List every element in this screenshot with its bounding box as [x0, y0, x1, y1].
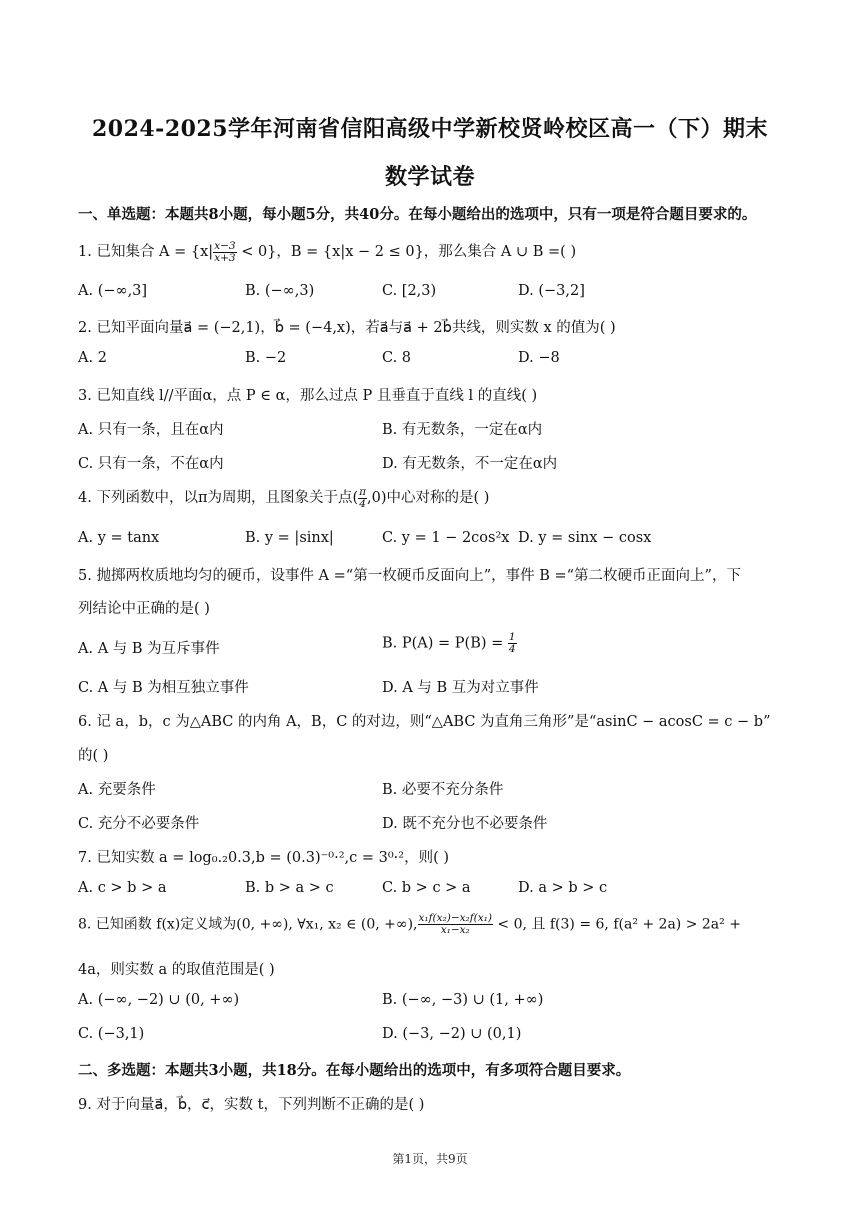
question-1: [78, 240, 576, 264]
q5-option-d: D. A 与 B 互为对立事件: [382, 680, 539, 696]
q8-text-pre: 8. 已知函数 f(x)定义域为(0, +∞), ∀x₁, x₂ ∈ (0, +∞),: [78, 916, 418, 933]
question-5-line2: 列结论中正确的是( ): [78, 601, 210, 617]
q6-option-d: D. 既不充分也不必要条件: [382, 816, 548, 832]
question-5-line1: 5. 抛掷两枚质地均匀的硬币，设事件 A =“第一枚硬币反面向上”，事件 B =“第二枚硬币正面向上”，下: [78, 568, 741, 584]
q6-option-a: A. 充要条件: [78, 782, 156, 798]
q3-option-b: B. 有无数条，一定在α内: [382, 422, 543, 438]
q4-fraction: [358, 487, 367, 510]
q1-option-a: A. (−∞,3]: [78, 283, 148, 299]
q8-frac-num: x₁f(x₂)−x₂f(x₁): [418, 912, 492, 924]
q3-option-d: D. 有无数条，不一定在α内: [382, 456, 558, 472]
page-footer: 第1页，共9页: [392, 1152, 468, 1166]
q5-b-fraction: [508, 632, 517, 655]
q8-fraction: [418, 913, 493, 936]
q4-option-a: A. y = tanx: [78, 530, 160, 546]
q1-text-post: < 0}，B = {x|x − 2 ≤ 0}，那么集合 A ∪ B =( ): [236, 244, 577, 260]
question-8-line1: [78, 913, 741, 936]
q5-b-frac-den: 4: [508, 643, 516, 655]
question-4: [78, 486, 489, 510]
q3-option-a: A. 只有一条，且在α内: [78, 422, 224, 438]
q1-fraction: [213, 241, 236, 264]
q1-option-b: B. (−∞,3): [245, 283, 315, 299]
q3-option-c: C. 只有一条，不在α内: [78, 456, 224, 472]
question-8-line2: 4a，则实数 a 的取值范围是( ): [78, 962, 275, 978]
q8-option-a: A. (−∞, −2) ∪ (0, +∞): [78, 992, 240, 1008]
question-6-line1: 6. 记 a，b，c 为△ABC 的内角 A，B，C 的对边，则“△ABC 为直角三角形”是“asinC − acosC = c − b”: [78, 714, 771, 730]
q8-frac-den: x₁−x₂: [440, 924, 470, 936]
q1-option-c: C. [2,3): [382, 283, 437, 299]
question-6-line2: 的( ): [78, 748, 109, 764]
q4-frac-den: 4: [359, 497, 366, 510]
question-7: 7. 已知实数 a = log₀.₂0.3,b = (0.3)⁻⁰·²,c = 3⁰·²，则( ): [78, 850, 450, 866]
q5-option-c: C. A 与 B 为相互独立事件: [78, 680, 249, 696]
q5-option-a: A. A 与 B 为互斥事件: [78, 641, 220, 657]
q5-b-frac-num: 1: [508, 631, 516, 643]
q7-option-b: B. b > a > c: [245, 880, 334, 896]
q8-option-d: D. (−3, −2) ∪ (0,1): [382, 1026, 522, 1042]
q5-option-b: [382, 632, 517, 655]
question-9: 9. 对于向量a⃗，b⃗，c⃗，实数 t，下列判断不正确的是( ): [78, 1097, 425, 1113]
question-2: 2. 已知平面向量a⃗ = (−2,1)，b⃗ = (−4,x)，若a⃗与a⃗ + 2b⃗共线，则实数 x 的值为( ): [78, 320, 616, 336]
q8-option-b: B. (−∞, −3) ∪ (1, +∞): [382, 992, 544, 1008]
q7-option-c: C. b > c > a: [382, 880, 471, 896]
q5-option-b-text: B. P(A) = P(B) =: [382, 635, 504, 652]
q4-frac-num: π: [359, 485, 367, 498]
q7-option-a: A. c > b > a: [78, 880, 167, 896]
q2-option-c: C. 8: [382, 350, 412, 366]
q4-option-d: D. y = sinx − cosx: [518, 530, 652, 546]
section2-header: 二、多选题：本题共3小题，共18分。在每小题给出的选项中，有多项符合题目要求。: [78, 1062, 631, 1079]
q2-option-b: B. −2: [245, 350, 287, 366]
q6-option-c: C. 充分不必要条件: [78, 816, 200, 832]
q1-frac-num: x−3: [214, 239, 236, 252]
q4-text-pre: 4. 下列函数中，以π为周期，且图象关于点(: [78, 490, 359, 506]
q4-option-c: C. y = 1 − 2cos²x: [382, 530, 510, 546]
question-3: 3. 已知直线 l//平面α，点 P ∈ α，那么过点 P 且垂直于直线 l 的直线( ): [78, 388, 538, 404]
q1-option-d: D. (−3,2]: [518, 283, 585, 299]
q6-option-b: B. 必要不充分条件: [382, 782, 504, 798]
q4-option-b: B. y = |sinx|: [245, 530, 334, 546]
q7-option-d: D. a > b > c: [518, 880, 608, 896]
section1-header: 一、单选题：本题共8小题，每小题5分，共40分。在每小题给出的选项中，只有一项是符合题目要求的。: [78, 206, 757, 223]
q8-text-post: < 0, 且 f(3) = 6, f(a² + 2a) > 2a² +: [492, 916, 741, 933]
q2-option-d: D. −8: [518, 350, 560, 366]
q1-frac-den: x+3: [214, 251, 236, 264]
exam-title-line2: 数学试卷: [384, 164, 475, 190]
q8-option-c: C. (−3,1): [78, 1026, 145, 1042]
exam-title-line1: 2024-2025学年河南省信阳高级中学新校贤岭校区高一（下）期末: [91, 116, 769, 142]
q1-text-pre: 1. 已知集合 A = {x|: [78, 244, 214, 260]
q4-text-post: ,0)中心对称的是( ): [367, 490, 490, 506]
q2-option-a: A. 2: [78, 350, 107, 366]
